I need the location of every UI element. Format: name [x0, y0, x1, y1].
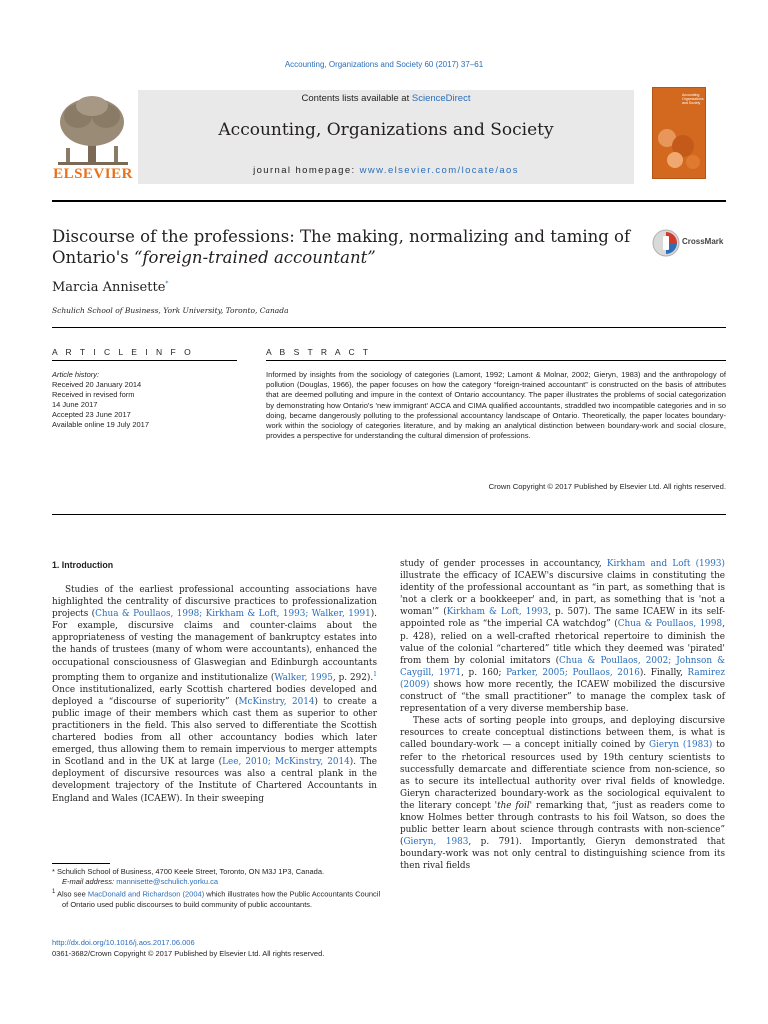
citation-link[interactable]: Parker, 2005; Poullaos, 2016: [506, 667, 640, 678]
body-text: These acts of sorting people into groups, and deploying discursive resources to create conceptual distinctions between them, is what is called boundary-work — a concept initially coined by: [400, 716, 725, 751]
crossmark-icon: [651, 228, 681, 258]
article-history: [52, 370, 149, 430]
footnote-text: Also see: [55, 889, 88, 899]
citation-link[interactable]: Chua & Poullaos, 1998; Kirkham & Loft, 1993; Walker, 1991: [95, 609, 371, 620]
citation-link[interactable]: MacDonald and Richardson (2004): [87, 889, 205, 899]
body-text: , p. 292).: [332, 672, 374, 683]
history-line: Accepted 23 June 2017: [52, 410, 131, 419]
history-label: Article history:: [52, 370, 100, 379]
citation-link[interactable]: McKinstry, 2014: [238, 696, 315, 707]
journal-cover-thumbnail[interactable]: [652, 87, 706, 179]
citation-link[interactable]: Lee, 2010; McKinstry, 2014: [222, 757, 350, 768]
author-footnote-mark[interactable]: *: [165, 280, 169, 288]
abstract-rule: [266, 360, 726, 361]
contents-prefix: Contents lists available at: [301, 93, 412, 104]
footnote-rule: [52, 863, 110, 864]
body-text: Once institutionalized, early Scottish chartered bodies developed and deployed a “discourse of superiority” (: [52, 684, 377, 707]
history-line: Received in revised form: [52, 390, 135, 399]
citation-link[interactable]: Kirkham & Loft, 1993: [446, 607, 549, 618]
body-text: ' remarking that, “just as readers come to know Holmes better through contrasts to his foil Watson, so does the public better learn about science through contrasts with non-science” (: [400, 800, 725, 848]
body-column-left: [52, 584, 377, 805]
body-text: , p. 791). Importantly, Gieryn demonstrated that boundary-work was not only central to distinguishing science from its then rival fields: [400, 837, 725, 872]
citation-link[interactable]: Gieryn (1983): [648, 740, 713, 751]
body-column-right: [400, 558, 725, 872]
homepage-prefix: journal homepage:: [253, 165, 360, 176]
author-name: [52, 280, 168, 295]
author-affiliation: Schulich School of Business, York University, Toronto, Canada: [52, 306, 289, 315]
body-text: to refer to the rhetorical resources used by 19th century scientists to successfully demarcate and differentiate science from non-science, so as to secure its intellectual authority over rival fields of knowledge. Gieryn characterized boundary-work as the sociological equivalent to the literary concept ': [400, 740, 725, 811]
contents-line: [138, 93, 634, 104]
body-text: ). The deployment of discursive resources was also a central plank in the development trajectory of the Institute of Chartered Accountants in England and Wales (ICAEW). In their sweeping: [52, 757, 378, 804]
citation-link[interactable]: Chua & Poullaos, 2002; Johnson & Caygill, 1971: [400, 655, 725, 678]
title-text: Discourse of the professions: The making, normalizing and taming of Ontario's: [52, 227, 631, 267]
abstract-text: Informed by insights from the sociology of categories (Lamont, 1992; Lamont & Molnar, 2002; Gieryn, 1983) and the anthropology of pollution (Douglas, 1966), the paper focuses on how the category “foreign-trained accountant” is constructed on the basis of attributes that are deemed polluting and impure in the context of Ontario accountancy. The paper illustrates the problems of social categorization by demonstrating how Ontario's 'new immigrant' ACCA and CIMA qualified accountants, straddled two incompatible categories and in so doing, became dangerously polluting to the professional accountancy landscape of Ontario. Theoretically, the paper locates boundary-work within the sociology of categories literature, and by making an analytical distinction between boundary-work and social closure, provides a perspective for understanding the cultural dimension of professions.: [266, 370, 726, 441]
footnote-1: [52, 887, 382, 910]
citation-link[interactable]: Kirkham and Loft (1993): [606, 559, 726, 569]
journal-citation[interactable]: Accounting, Organizations and Society 60 (2017) 37–61: [284, 60, 484, 69]
section-heading-introduction: 1. Introduction: [52, 560, 114, 570]
footnote-ref[interactable]: 1: [373, 670, 377, 678]
footnote-number: 1: [52, 889, 56, 895]
journal-title: Accounting, Organizations and Society: [218, 120, 554, 140]
issn-copyright: 0361-3682/Crown Copyright © 2017 Published by Elsevier Ltd. All rights reserved.: [52, 949, 325, 958]
citation-link[interactable]: Chua & Poullaos, 1998: [617, 619, 723, 630]
history-line: Available online 19 July 2017: [52, 420, 150, 429]
header-rule: [52, 200, 726, 202]
abstract-bottom-rule: [52, 514, 726, 515]
article-info-heading: A R T I C L E I N F O: [52, 347, 194, 357]
history-line: 14 June 2017: [52, 400, 98, 409]
footnote-text: which illustrates how the Public Accountants Council of Ontario used public discourses to build community of public accountants.: [62, 889, 381, 909]
crossmark-badge[interactable]: [651, 228, 731, 260]
affiliation-rule: [52, 327, 726, 328]
article-info-rule: [52, 360, 237, 361]
cover-title: Accounting, Organizations and Society: [682, 93, 704, 105]
abstract-copyright: Crown Copyright © 2017 Published by Elsevier Ltd. All rights reserved.: [488, 482, 726, 491]
body-text: ) to create a public image of their members which cast them as superior to other practitioners in the field. This also served to differentiate the Scottish chartered bodies from all other accountancy bodies which later emerged, thus allowing them to remain impervious to merger attempts in Scotland and in the UK at large (: [52, 696, 377, 768]
body-text: , p. 160;: [461, 667, 507, 678]
journal-homepage: [138, 165, 634, 176]
body-text: , p. 507). The same ICAEW in its self-appointed role as “the imperial CA watchdog” (: [400, 607, 726, 630]
paragraph: [400, 715, 725, 872]
elsevier-wordmark: ELSEVIER: [53, 166, 133, 182]
body-text: ). Finally,: [639, 667, 688, 678]
sciencedirect-link[interactable]: ScienceDirect: [411, 93, 471, 104]
history-line: Received 20 January 2014: [52, 380, 142, 389]
body-text: , p. 428), relied on a well-crafted rhetorical repertoire to diminish the value of the colonial “chartered” title which they deemed was 'pirated' from them by colonial imitators (: [400, 619, 725, 666]
author-text: Marcia Annisette: [52, 280, 166, 295]
article-title: [52, 226, 642, 268]
body-text: study of gender processes in accountancy,: [400, 559, 607, 569]
homepage-link[interactable]: www.elsevier.com/locate/aos: [359, 165, 519, 176]
body-text: illustrate the efficacy of ICAEW's discursive claims in constituting the identity of the professional accountant as “in part, as something that is 'not a clerk or a bookkeeper' and, in part, as something that is 'not a woman'” (: [400, 571, 725, 618]
cover-art: [653, 88, 705, 178]
author-footnote: * Schulich School of Business, 4700 Keele Street, Toronto, ON M3J 1P3, Canada.: [52, 867, 325, 876]
paragraph: [400, 558, 725, 715]
citation-link[interactable]: Walker, 1995: [274, 672, 333, 683]
body-text-italic: the foil: [497, 800, 530, 811]
doi-link[interactable]: http://dx.doi.org/10.1016/j.aos.2017.06.006: [52, 938, 195, 947]
title-italic: “foreign-trained accountant”: [133, 248, 376, 267]
body-text: Studies of the earliest professional accounting associations have highlighted the centrality of discursive practices to professionalization projects (: [52, 585, 377, 620]
body-text: ). For example, discursive claims and counter-claims about the appropriateness of vesting the management of bankruptcy estates into the hands of trustees (many of whom were accountants), enhanced the occupational consciousness of Glaswegian and Edinburgh accountants prompting them to organize and institutionalize (: [52, 609, 377, 683]
email-label: E-mail address:: [62, 877, 117, 886]
footnotes: [52, 867, 382, 910]
abstract-heading: A B S T R A C T: [266, 347, 372, 357]
email-link[interactable]: mannisette@schulich.yorku.ca: [116, 877, 219, 886]
citation-link[interactable]: Gieryn, 1983: [403, 837, 469, 848]
citation-link[interactable]: Ramirez (2009): [400, 667, 726, 690]
email-line: [52, 877, 382, 887]
body-text: shows how more recently, the ICAEW mobilized the discursive construct of “the small practitioner” to manage the complex task of representation of a very diverse membership base.: [400, 679, 725, 715]
crossmark-label: CrossMark: [682, 237, 724, 246]
